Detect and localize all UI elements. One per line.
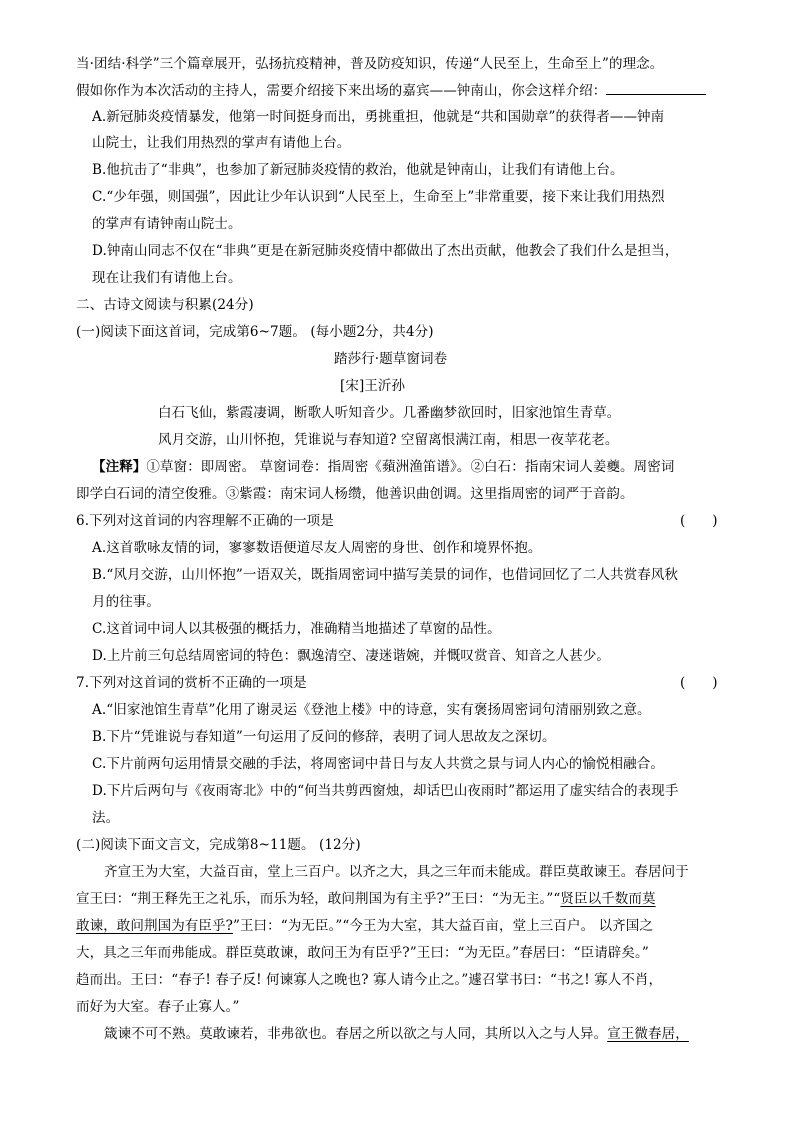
passage-line bbox=[76, 916, 653, 936]
option-d: D.下片后两句与《夜雨寄北》中的“何当共剪西窗烛，却话巴山夜雨时”都运用了虚实结合的表现手 bbox=[92, 783, 679, 799]
answer-parenthesis[interactable]: ( ) bbox=[680, 513, 718, 529]
option-b-cont: 月的往事。 bbox=[92, 594, 160, 610]
option-d-cont: 法。 bbox=[92, 810, 120, 826]
annotation-text: ①草窗：即周密。 草窗词卷：指周密《蘋洲渔笛谱》。②白石：指南宋词人姜夔。周密词 bbox=[146, 459, 675, 475]
option-c: C.下片前两句运用情景交融的手法，将周密词中昔日与友人共赏之景与词人内心的愉悦相融合。 bbox=[92, 756, 664, 772]
passage-line: 大，具之三年而弗能成。群臣莫敢谏，敢问王为有臣乎?”王曰：“为无臣。”春居曰：“臣请辟矣。” bbox=[76, 945, 649, 961]
question-6: 6.下列对这首词的内容理解不正确的一项是 bbox=[76, 513, 334, 529]
option-b: B.“风月交游，山川怀抱”一语双关，既指周密词中描写美景的词作，也借词回忆了二人共赏春风秋 bbox=[92, 567, 679, 583]
underlined-sentence: 贤臣以千数而莫 bbox=[560, 891, 656, 907]
section-heading: 二、古诗文阅读与积累(24分) bbox=[76, 297, 254, 313]
option-a: A.“旧家池馆生青草”化用了谢灵运《登池上楼》中的诗意，实有褒扬周密词句清丽别致之意。 bbox=[92, 702, 651, 718]
option-a: A.这首歌咏友情的词，寥寥数语便道尽友人周密的身世、创作和境界怀抱。 bbox=[92, 540, 542, 556]
question-stem: 假如你作为本次活动的主持人，需要介绍接下来出场的嘉宾——钟南山，你会这样介绍： bbox=[76, 83, 607, 99]
passage-text: 宣王曰：“荆王释先王之礼乐，而乐为轻，敢问荆国为有主乎?”王曰：“为无主。”“ bbox=[76, 891, 561, 907]
option-d-cont: 现在让我们有请他上台。 bbox=[92, 270, 242, 286]
annotation bbox=[92, 457, 674, 477]
option-c: C.“少年强，则国强”，因此让少年认识到“人民至上，生命至上”非常重要，接下来让我们用热烈 bbox=[92, 189, 665, 205]
annotation-label: 【注释】 bbox=[92, 459, 147, 475]
poem-line: 白石飞仙，紫霞凄调，断歌人听知音少。几番幽梦欲回时，旧家池馆生青草。 bbox=[158, 405, 621, 421]
poem-author: [宋]王沂孙 bbox=[340, 378, 406, 394]
option-d: D.上片前三句总结周密词的特色：飘逸清空、凄迷谐婉，并慨叹赏音、知音之人甚少。 bbox=[92, 648, 611, 664]
option-c-cont: 的掌声有请钟南山院士。 bbox=[92, 216, 242, 232]
text-line: 当·团结·科学”三个篇章展开，弘扬抗疫精神，普及防疫知识，传递“人民至上，生命至上”的理念。 bbox=[76, 56, 664, 72]
passage-line bbox=[104, 1024, 689, 1044]
passage-line: 齐宣王为大室，大益百亩，堂上三百户。以齐之大，具之三年而未能成。群臣莫敢谏王。春居问于 bbox=[104, 864, 689, 880]
poem-title: 踏莎行·题草窗词卷 bbox=[334, 351, 448, 367]
answer-parenthesis[interactable]: ( ) bbox=[680, 675, 718, 691]
option-b: B.下片“凭谁说与春知道”一句运用了反问的修辞，表明了词人思故友之深切。 bbox=[92, 729, 556, 745]
annotation-cont: 即学白石词的清空俊雅。③紫霞：南宋词人杨缵，他善识曲创调。这里指周密的词严于音韵。 bbox=[76, 486, 634, 502]
subsection-heading: (二)阅读下面文言文，完成第8~11题。 (12分) bbox=[76, 837, 361, 853]
text-line bbox=[76, 80, 706, 101]
subsection-heading: (一)阅读下面这首词，完成第6~7题。 (每小题2分，共4分) bbox=[76, 324, 434, 340]
passage-text: 箴谏不可不熟。莫敢谏若，非弗欲也。春居之所以欲之与人同，其所以入之与人异。 bbox=[104, 1026, 608, 1042]
option-d: D.钟南山同志不仅在“非典”更是在新冠肺炎疫情中都做出了杰出贡献，他教会了我们什么是担当， bbox=[92, 243, 679, 259]
answer-blank[interactable] bbox=[606, 80, 706, 95]
passage-line bbox=[76, 889, 656, 909]
passage-line: 趋而出。王曰：“春子! 春子反! 何谏寡人之晚也? 寡人请今止之。”遽召掌书曰：“书之! 寡人不肖， bbox=[76, 972, 663, 988]
option-c: C.这首词中词人以其极强的概括力，准确精当地描述了草窗的品性。 bbox=[92, 621, 501, 637]
passage-line: 而好为大室。春子止寡人。” bbox=[76, 999, 240, 1015]
passage-text: ”王曰：“为无臣。”“今王为大室，其大益百亩，堂上三百户。 以齐国之 bbox=[232, 918, 653, 934]
underlined-sentence: 敢谏，敢问荆国为有臣乎? bbox=[76, 918, 233, 934]
underlined-sentence: 宣王微春居， bbox=[607, 1026, 689, 1042]
option-a: A.新冠肺炎疫情暴发，他第一时间挺身而出，勇挑重担，他就是“共和国勋章”的获得者——钟南 bbox=[92, 109, 665, 125]
option-b: B.他抗击了“非典”，也参加了新冠肺炎疫情的救治，他就是钟南山，让我们有请他上台。 bbox=[92, 162, 624, 178]
option-a-cont: 山院士，让我们用热烈的掌声有请他上台。 bbox=[92, 135, 351, 151]
question-7: 7.下列对这首词的赏析不正确的一项是 bbox=[76, 675, 307, 691]
poem-line: 风月交游，山川怀抱，凭谁说与春知道? 空留离恨满江南，相思一夜苹花老。 bbox=[158, 432, 619, 448]
